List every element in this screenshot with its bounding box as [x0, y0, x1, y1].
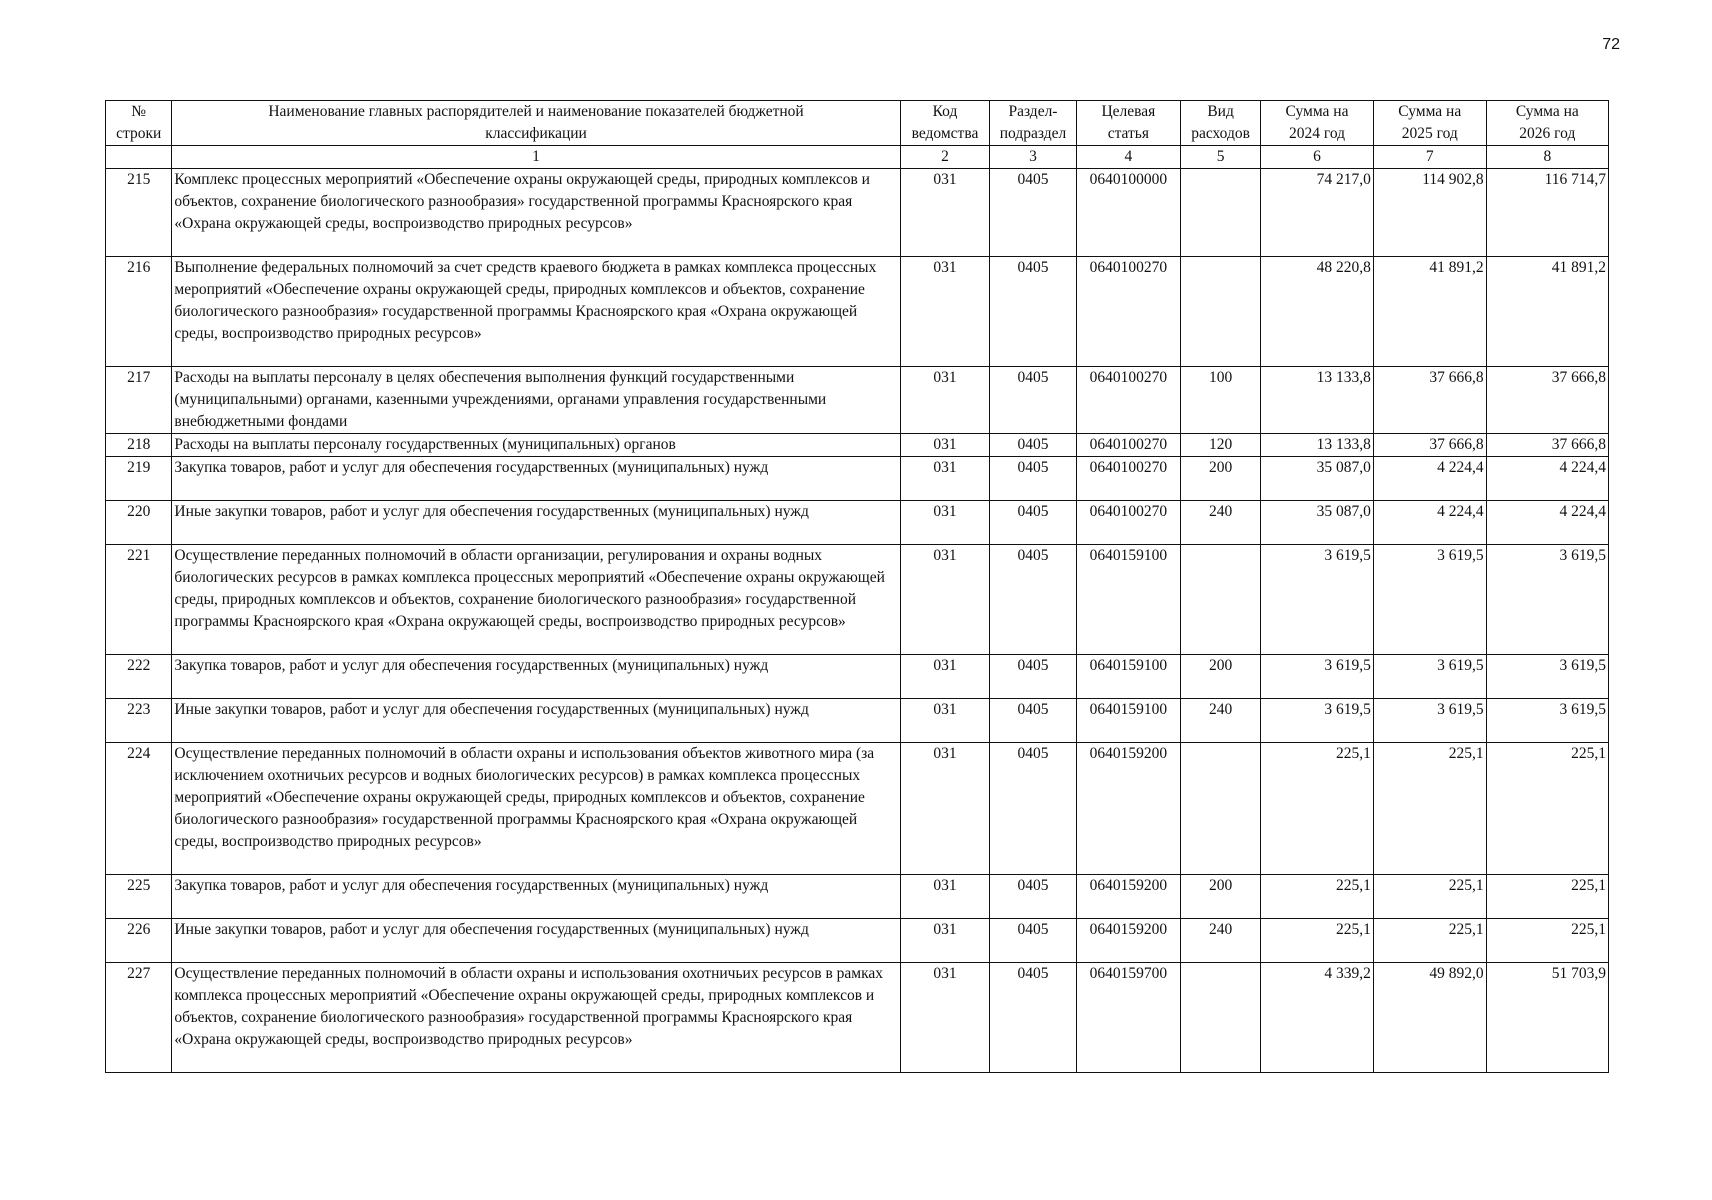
table-row [106, 434, 1609, 457]
header-sum-2024: Сумма на 2024 год [1261, 101, 1374, 146]
header-name: Наименование главных распорядителей и наименование показателей бюджетной классификации [172, 101, 900, 146]
row-number: 215 [106, 169, 172, 257]
row-name: Расходы на выплаты персоналу в целях обеспечения выполнения функций государственными (муниципальными) органами, казенными учреждениями, органами управления государственными внебюджетными фондами [172, 367, 900, 434]
row-section: 0405 [990, 367, 1076, 434]
header-section: Раздел- подраздел [990, 101, 1076, 146]
column-number [106, 146, 172, 169]
row-sum-2025: 114 902,8 [1373, 169, 1486, 257]
table-row [106, 655, 1609, 699]
row-number: 224 [106, 743, 172, 875]
row-target-article: 0640159100 [1076, 655, 1180, 699]
row-sum-2026: 51 703,9 [1486, 963, 1608, 1073]
row-expense-type: 100 [1181, 367, 1261, 434]
row-sum-2026: 41 891,2 [1486, 257, 1608, 367]
row-sum-2025: 37 666,8 [1373, 434, 1486, 457]
row-sum-2026: 37 666,8 [1486, 434, 1608, 457]
row-section: 0405 [990, 257, 1076, 367]
row-sum-2026: 116 714,7 [1486, 169, 1608, 257]
row-sum-2024: 3 619,5 [1261, 655, 1374, 699]
row-department-code: 031 [900, 963, 990, 1073]
row-target-article: 0640159100 [1076, 545, 1180, 655]
row-sum-2026: 3 619,5 [1486, 699, 1608, 743]
header-target-article: Целевая статья [1076, 101, 1180, 146]
row-expense-type [1181, 545, 1261, 655]
row-target-article: 0640159100 [1076, 699, 1180, 743]
row-department-code: 031 [900, 655, 990, 699]
row-department-code: 031 [900, 457, 990, 501]
row-target-article: 0640159200 [1076, 875, 1180, 919]
table-row [106, 457, 1609, 501]
row-sum-2024: 35 087,0 [1261, 501, 1374, 545]
row-section: 0405 [990, 919, 1076, 963]
table-row [106, 545, 1609, 655]
row-number: 223 [106, 699, 172, 743]
row-target-article: 0640159700 [1076, 963, 1180, 1073]
column-number: 2 [900, 146, 990, 169]
column-number: 7 [1373, 146, 1486, 169]
row-number: 221 [106, 545, 172, 655]
row-sum-2025: 4 224,4 [1373, 457, 1486, 501]
table-row [106, 257, 1609, 367]
row-expense-type: 240 [1181, 699, 1261, 743]
column-number: 3 [990, 146, 1076, 169]
header-row-number: № строки [106, 101, 172, 146]
row-department-code: 031 [900, 169, 990, 257]
row-sum-2025: 3 619,5 [1373, 545, 1486, 655]
row-department-code: 031 [900, 919, 990, 963]
row-name: Комплекс процессных мероприятий «Обеспечение охраны окружающей среды, природных комплексов и объектов, сохранение биологического разнообразия» государственной программы Красноярского края «Охрана окружающей среды, воспроизводство природных ресурсов» [172, 169, 900, 257]
row-name: Осуществление переданных полномочий в области организации, регулирования и охраны водных биологических ресурсов в рамках комплекса процессных мероприятий «Обеспечение охраны окружающей среды, природных комплексов и объектов, сохранение биологического разнообразия» государственной программы Красноярского края «Охрана окружающей среды, воспроизводство природных ресурсов» [172, 545, 900, 655]
row-number: 217 [106, 367, 172, 434]
row-sum-2026: 225,1 [1486, 919, 1608, 963]
row-department-code: 031 [900, 545, 990, 655]
column-number: 4 [1076, 146, 1180, 169]
row-number: 227 [106, 963, 172, 1073]
table-row [106, 919, 1609, 963]
table-row [106, 699, 1609, 743]
row-sum-2025: 3 619,5 [1373, 655, 1486, 699]
header-department-code: Код ведомства [900, 101, 990, 146]
table-row [106, 963, 1609, 1073]
row-sum-2024: 3 619,5 [1261, 545, 1374, 655]
row-section: 0405 [990, 743, 1076, 875]
row-target-article: 0640100270 [1076, 457, 1180, 501]
row-sum-2026: 37 666,8 [1486, 367, 1608, 434]
table-body [106, 169, 1609, 1073]
row-sum-2024: 225,1 [1261, 919, 1374, 963]
row-sum-2024: 48 220,8 [1261, 257, 1374, 367]
table-row [106, 367, 1609, 434]
header-sum-2025: Сумма на 2025 год [1373, 101, 1486, 146]
row-target-article: 0640100000 [1076, 169, 1180, 257]
table-row [106, 875, 1609, 919]
row-department-code: 031 [900, 699, 990, 743]
row-sum-2026: 225,1 [1486, 875, 1608, 919]
row-expense-type [1181, 963, 1261, 1073]
header-row [106, 101, 1609, 146]
row-department-code: 031 [900, 434, 990, 457]
budget-table [105, 100, 1609, 1073]
row-number: 219 [106, 457, 172, 501]
column-number: 5 [1181, 146, 1261, 169]
row-number: 216 [106, 257, 172, 367]
row-expense-type: 120 [1181, 434, 1261, 457]
row-expense-type [1181, 169, 1261, 257]
row-sum-2024: 3 619,5 [1261, 699, 1374, 743]
row-number: 222 [106, 655, 172, 699]
row-section: 0405 [990, 434, 1076, 457]
row-sum-2025: 41 891,2 [1373, 257, 1486, 367]
row-expense-type: 200 [1181, 655, 1261, 699]
header-expense-type: Вид расходов [1181, 101, 1261, 146]
row-department-code: 031 [900, 743, 990, 875]
row-section: 0405 [990, 501, 1076, 545]
row-sum-2025: 225,1 [1373, 743, 1486, 875]
row-name: Закупка товаров, работ и услуг для обеспечения государственных (муниципальных) нужд [172, 655, 900, 699]
row-name: Иные закупки товаров, работ и услуг для обеспечения государственных (муниципальных) нужд [172, 699, 900, 743]
row-number: 225 [106, 875, 172, 919]
row-sum-2024: 225,1 [1261, 743, 1374, 875]
row-section: 0405 [990, 457, 1076, 501]
row-section: 0405 [990, 699, 1076, 743]
row-sum-2025: 37 666,8 [1373, 367, 1486, 434]
row-sum-2024: 74 217,0 [1261, 169, 1374, 257]
table-row [106, 501, 1609, 545]
row-name: Выполнение федеральных полномочий за счет средств краевого бюджета в рамках комплекса процессных мероприятий «Обеспечение охраны окружающей среды, природных комплексов и объектов, сохранение биологического разнообразия» государственной программы Красноярского края «Охрана окружающей среды, воспроизводство природных ресурсов» [172, 257, 900, 367]
row-expense-type: 200 [1181, 457, 1261, 501]
row-section: 0405 [990, 545, 1076, 655]
row-target-article: 0640100270 [1076, 257, 1180, 367]
row-target-article: 0640159200 [1076, 743, 1180, 875]
row-expense-type: 240 [1181, 501, 1261, 545]
table-row [106, 169, 1609, 257]
row-sum-2026: 4 224,4 [1486, 501, 1608, 545]
row-sum-2024: 225,1 [1261, 875, 1374, 919]
row-target-article: 0640100270 [1076, 501, 1180, 545]
row-sum-2025: 3 619,5 [1373, 699, 1486, 743]
row-section: 0405 [990, 655, 1076, 699]
row-sum-2025: 225,1 [1373, 875, 1486, 919]
row-section: 0405 [990, 963, 1076, 1073]
row-target-article: 0640100270 [1076, 434, 1180, 457]
row-expense-type [1181, 257, 1261, 367]
table-row [106, 743, 1609, 875]
row-name: Расходы на выплаты персоналу государственных (муниципальных) органов [172, 434, 900, 457]
row-department-code: 031 [900, 367, 990, 434]
row-department-code: 031 [900, 501, 990, 545]
row-name: Закупка товаров, работ и услуг для обеспечения государственных (муниципальных) нужд [172, 875, 900, 919]
row-target-article: 0640159200 [1076, 919, 1180, 963]
row-target-article: 0640100270 [1076, 367, 1180, 434]
row-department-code: 031 [900, 875, 990, 919]
row-sum-2025: 4 224,4 [1373, 501, 1486, 545]
row-sum-2025: 49 892,0 [1373, 963, 1486, 1073]
row-sum-2026: 3 619,5 [1486, 655, 1608, 699]
column-number-row [106, 146, 1609, 169]
column-number: 6 [1261, 146, 1374, 169]
row-name: Осуществление переданных полномочий в области охраны и использования охотничьих ресурсов в рамках комплекса процессных мероприятий «Обеспечение охраны окружающей среды, природных комплексов и объектов, сохранение биологического разнообразия» государственной программы Красноярского края «Охрана окружающей среды, воспроизводство природных ресурсов» [172, 963, 900, 1073]
row-number: 226 [106, 919, 172, 963]
header-sum-2026: Сумма на 2026 год [1486, 101, 1608, 146]
row-expense-type: 240 [1181, 919, 1261, 963]
row-name: Иные закупки товаров, работ и услуг для обеспечения государственных (муниципальных) нужд [172, 919, 900, 963]
row-department-code: 031 [900, 257, 990, 367]
row-number: 220 [106, 501, 172, 545]
column-number: 1 [172, 146, 900, 169]
row-sum-2026: 4 224,4 [1486, 457, 1608, 501]
row-sum-2025: 225,1 [1373, 919, 1486, 963]
page-number: 72 [1602, 36, 1620, 53]
row-name: Осуществление переданных полномочий в области охраны и использования объектов животного мира (за исключением охотничьих ресурсов и водных биологических ресурсов) в рамках комплекса процессных мероприятий «Обеспечение охраны окружающей среды, природных комплексов и объектов, сохранение биологического разнообразия» государственной программы Красноярского края «Охрана окружающей среды, воспроизводство природных ресурсов» [172, 743, 900, 875]
row-sum-2026: 225,1 [1486, 743, 1608, 875]
row-sum-2024: 13 133,8 [1261, 367, 1374, 434]
row-section: 0405 [990, 875, 1076, 919]
column-number: 8 [1486, 146, 1608, 169]
row-sum-2024: 13 133,8 [1261, 434, 1374, 457]
row-name: Иные закупки товаров, работ и услуг для обеспечения государственных (муниципальных) нужд [172, 501, 900, 545]
row-sum-2024: 35 087,0 [1261, 457, 1374, 501]
row-sum-2026: 3 619,5 [1486, 545, 1608, 655]
row-section: 0405 [990, 169, 1076, 257]
row-sum-2024: 4 339,2 [1261, 963, 1374, 1073]
row-number: 218 [106, 434, 172, 457]
row-name: Закупка товаров, работ и услуг для обеспечения государственных (муниципальных) нужд [172, 457, 900, 501]
row-expense-type: 200 [1181, 875, 1261, 919]
row-expense-type [1181, 743, 1261, 875]
